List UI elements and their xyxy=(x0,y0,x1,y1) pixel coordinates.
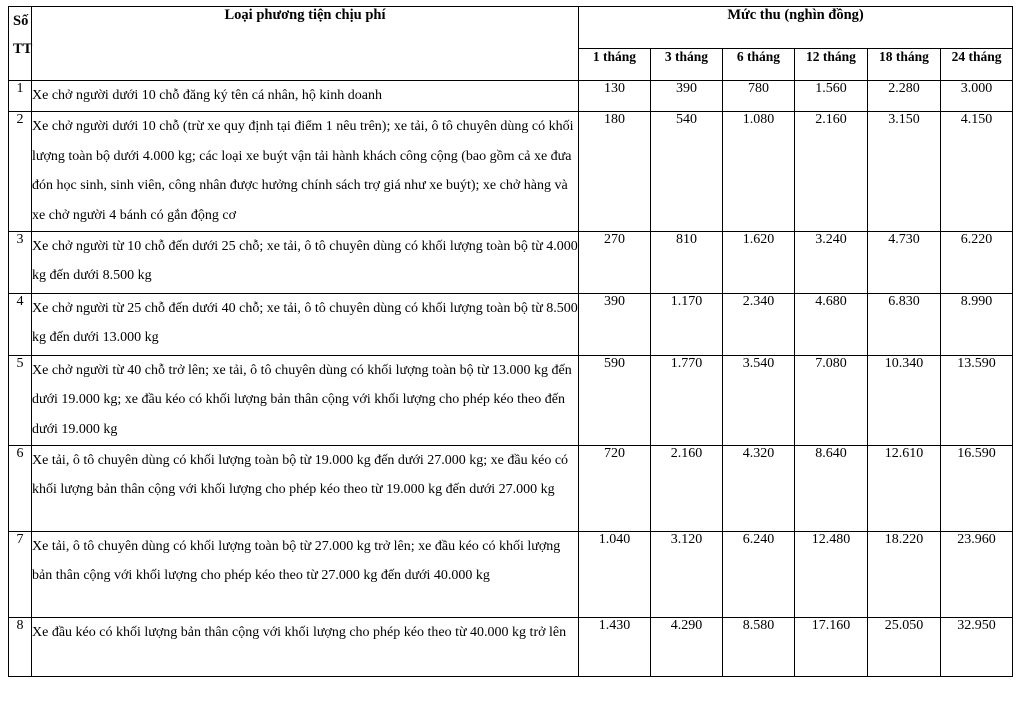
column-header-month-1: 1 tháng xyxy=(579,49,651,81)
fee-12-month: 1.560 xyxy=(795,81,868,112)
fee-1-month: 1.040 xyxy=(579,531,651,617)
fee-24-month: 16.590 xyxy=(941,445,1013,531)
fee-12-month: 8.640 xyxy=(795,445,868,531)
fee-18-month: 12.610 xyxy=(868,445,941,531)
row-description: Xe chở người dưới 10 chỗ (trừ xe quy định tại điểm 1 nêu trên); xe tải, ô tô chuyên dùng có khối lượng toàn bộ dưới 4.000 kg; các loại xe buýt vận tải hành khách công cộng (bao gồm cả xe đưa đón học sinh, sinh viên, công nhân được hưởng chính sách trợ giá như xe buýt); xe chở hàng và xe chở người 4 bánh có gắn động cơ xyxy=(32,112,579,232)
fee-12-month: 4.680 xyxy=(795,293,868,355)
fee-18-month: 2.280 xyxy=(868,81,941,112)
row-description: Xe tải, ô tô chuyên dùng có khối lượng toàn bộ từ 19.000 kg đến dưới 27.000 kg; xe đầu kéo có khối lượng bản thân cộng với khối lượng cho phép kéo theo từ 19.000 kg đến dưới 27.000 kg xyxy=(32,445,579,531)
fee-18-month: 4.730 xyxy=(868,231,941,293)
fee-24-month: 4.150 xyxy=(941,112,1013,232)
row-number: 8 xyxy=(9,617,32,676)
fee-6-month: 8.580 xyxy=(723,617,795,676)
column-header-month-12: 12 tháng xyxy=(795,49,868,81)
fee-1-month: 590 xyxy=(579,355,651,445)
fee-6-month: 3.540 xyxy=(723,355,795,445)
fee-6-month: 1.080 xyxy=(723,112,795,232)
row-number: 2 xyxy=(9,112,32,232)
fee-18-month: 6.830 xyxy=(868,293,941,355)
table-row xyxy=(9,445,1013,531)
fee-24-month: 6.220 xyxy=(941,231,1013,293)
fee-schedule-table xyxy=(8,6,1013,677)
row-number: 4 xyxy=(9,293,32,355)
row-number: 3 xyxy=(9,231,32,293)
fee-3-month: 4.290 xyxy=(651,617,723,676)
column-header-stt xyxy=(9,7,32,81)
fee-24-month: 3.000 xyxy=(941,81,1013,112)
fee-1-month: 180 xyxy=(579,112,651,232)
fee-12-month: 3.240 xyxy=(795,231,868,293)
fee-12-month: 12.480 xyxy=(795,531,868,617)
fee-18-month: 10.340 xyxy=(868,355,941,445)
column-header-fee-group: Mức thu (nghìn đồng) xyxy=(579,7,1013,49)
column-header-month-6: 6 tháng xyxy=(723,49,795,81)
fee-6-month: 1.620 xyxy=(723,231,795,293)
fee-6-month: 4.320 xyxy=(723,445,795,531)
row-number: 7 xyxy=(9,531,32,617)
fee-12-month: 2.160 xyxy=(795,112,868,232)
row-description: Xe chở người từ 10 chỗ đến dưới 25 chỗ; xe tải, ô tô chuyên dùng có khối lượng toàn bộ từ 4.000 kg đến dưới 8.500 kg xyxy=(32,231,579,293)
fee-24-month: 8.990 xyxy=(941,293,1013,355)
column-header-month-3: 3 tháng xyxy=(651,49,723,81)
fee-18-month: 18.220 xyxy=(868,531,941,617)
column-header-description: Loại phương tiện chịu phí xyxy=(32,7,579,81)
table-row xyxy=(9,293,1013,355)
column-header-stt-line1: Số xyxy=(13,13,29,29)
table-row xyxy=(9,81,1013,112)
fee-6-month: 2.340 xyxy=(723,293,795,355)
row-description: Xe tải, ô tô chuyên dùng có khối lượng toàn bộ từ 27.000 kg trở lên; xe đầu kéo có khối lượng bản thân cộng với khối lượng cho phép kéo theo từ 27.000 kg đến dưới 40.000 kg xyxy=(32,531,579,617)
header-row-primary xyxy=(9,7,1013,49)
fee-6-month: 780 xyxy=(723,81,795,112)
fee-18-month: 3.150 xyxy=(868,112,941,232)
fee-1-month: 390 xyxy=(579,293,651,355)
fee-3-month: 390 xyxy=(651,81,723,112)
fee-3-month: 2.160 xyxy=(651,445,723,531)
fee-3-month: 540 xyxy=(651,112,723,232)
column-header-month-18: 18 tháng xyxy=(868,49,941,81)
row-description: Xe đầu kéo có khối lượng bản thân cộng với khối lượng cho phép kéo theo từ 40.000 kg trở lên xyxy=(32,617,579,676)
fee-3-month: 810 xyxy=(651,231,723,293)
row-description: Xe chở người dưới 10 chỗ đăng ký tên cá nhân, hộ kinh doanh xyxy=(32,81,579,112)
column-header-month-24: 24 tháng xyxy=(941,49,1013,81)
fee-1-month: 130 xyxy=(579,81,651,112)
table-row xyxy=(9,112,1013,232)
fee-18-month: 25.050 xyxy=(868,617,941,676)
table-header xyxy=(9,7,1013,81)
fee-1-month: 1.430 xyxy=(579,617,651,676)
row-number: 1 xyxy=(9,81,32,112)
fee-24-month: 23.960 xyxy=(941,531,1013,617)
fee-24-month: 32.950 xyxy=(941,617,1013,676)
row-description: Xe chở người từ 25 chỗ đến dưới 40 chỗ; xe tải, ô tô chuyên dùng có khối lượng toàn bộ từ 8.500 kg đến dưới 13.000 kg xyxy=(32,293,579,355)
table-body xyxy=(9,81,1013,677)
table-row xyxy=(9,617,1013,676)
fee-24-month: 13.590 xyxy=(941,355,1013,445)
fee-12-month: 17.160 xyxy=(795,617,868,676)
column-header-stt-line2: TT xyxy=(13,41,33,58)
row-number: 5 xyxy=(9,355,32,445)
fee-3-month: 1.170 xyxy=(651,293,723,355)
fee-3-month: 1.770 xyxy=(651,355,723,445)
table-row xyxy=(9,231,1013,293)
table-row xyxy=(9,531,1013,617)
fee-12-month: 7.080 xyxy=(795,355,868,445)
fee-6-month: 6.240 xyxy=(723,531,795,617)
fee-3-month: 3.120 xyxy=(651,531,723,617)
fee-1-month: 270 xyxy=(579,231,651,293)
table-row xyxy=(9,355,1013,445)
row-number: 6 xyxy=(9,445,32,531)
fee-1-month: 720 xyxy=(579,445,651,531)
row-description: Xe chở người từ 40 chỗ trở lên; xe tải, ô tô chuyên dùng có khối lượng toàn bộ từ 13.000 kg đến dưới 19.000 kg; xe đầu kéo có khối lượng bản thân cộng với khối lượng cho phép kéo theo đến dưới 19.000 kg xyxy=(32,355,579,445)
